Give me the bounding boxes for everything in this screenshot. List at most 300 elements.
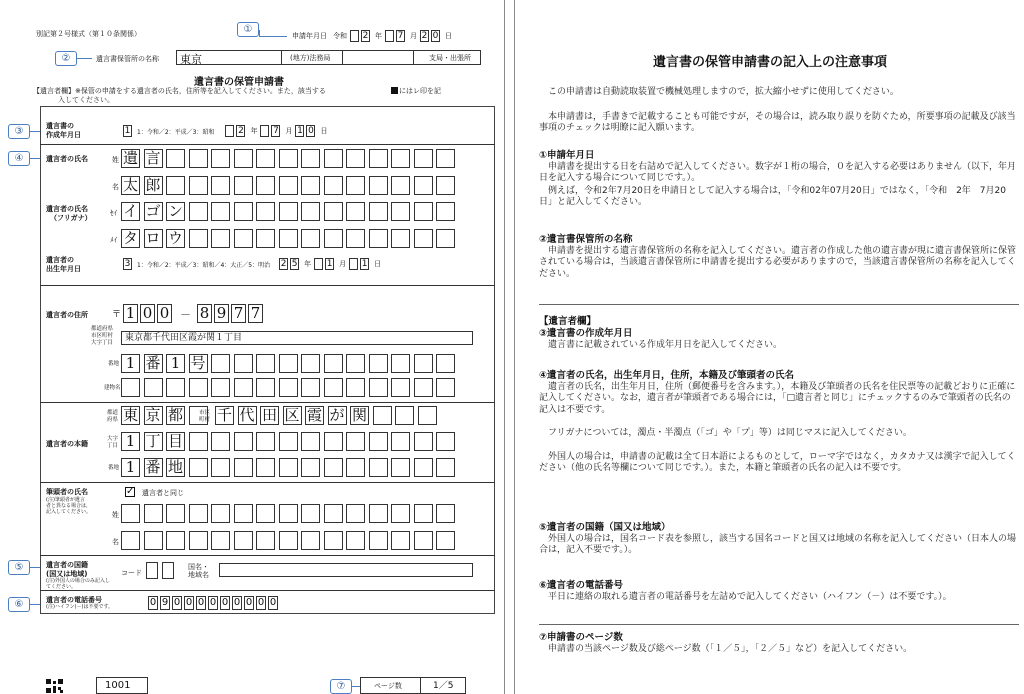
domicile-lot-cell[interactable] [324, 458, 343, 477]
app-day-cell-1[interactable]: 2 [421, 31, 428, 41]
postal-cell[interactable]: 1 [123, 304, 138, 323]
head-mei-cell[interactable] [144, 531, 163, 550]
head-sei-cell[interactable] [166, 504, 185, 523]
section-1-body-1: 申請書を提出する日を右詰めで記入してください。数字が１桁の場合，０を記入する必要はありません（以下，年月日を記入する場合について同じです。）。 [539, 162, 1017, 184]
domicile-pref-label-2: 府県 [107, 417, 119, 423]
form-title: 遺言書の保管申請書 [194, 77, 284, 88]
building-cell[interactable] [279, 378, 298, 397]
address-lot-cell[interactable]: 番 [145, 354, 161, 372]
domicile-city-label-2: 町村 [199, 417, 211, 423]
name-mei-cell[interactable] [391, 176, 410, 195]
head-sei-cell[interactable] [211, 504, 230, 523]
furigana-mei-cell[interactable] [369, 229, 388, 248]
building-cells [121, 378, 459, 397]
building-cell[interactable] [189, 378, 208, 397]
furigana-sei-cell[interactable] [414, 202, 433, 221]
application-date-label: 申請年月日 [292, 32, 327, 40]
name-mei-cell[interactable]: 太 [122, 176, 138, 194]
domicile-lot-cell[interactable]: 番 [145, 458, 161, 476]
address-lot-label: 番地 [108, 361, 120, 367]
phone-digit-cell[interactable]: 0 [269, 597, 277, 608]
name-mei-cell[interactable] [211, 176, 230, 195]
name-sei-cell[interactable] [414, 149, 433, 168]
name-sei-cell[interactable] [279, 149, 298, 168]
furigana-sei-cell[interactable] [211, 202, 230, 221]
name-mei-cell[interactable] [166, 176, 185, 195]
head-mei-cell[interactable] [436, 531, 455, 550]
head-mei-cell[interactable] [346, 531, 365, 550]
nationality-note-1: (注)外国人の場合のみ記入し [46, 578, 110, 584]
office-value[interactable]: 東京 [180, 53, 202, 66]
domicile-chome-cell[interactable]: 1 [121, 432, 140, 451]
address-lot-cell[interactable] [414, 354, 433, 373]
head-mei-cell[interactable] [301, 531, 320, 550]
head-mei-cell[interactable] [256, 531, 275, 550]
furigana-mei-cell[interactable] [256, 229, 275, 248]
head-mei-cell[interactable] [211, 531, 230, 550]
head-sei-cell[interactable] [414, 504, 433, 523]
head-sei-cell[interactable] [279, 504, 298, 523]
building-label: 建物名 [104, 385, 121, 391]
furigana-mei-cell[interactable]: タ [122, 229, 138, 247]
application-era: 令和 [333, 32, 347, 40]
section-3-heading: ③遺言書の作成年月日 [539, 328, 633, 339]
head-sei-cell[interactable] [144, 504, 163, 523]
phone-digit-cell[interactable]: 0 [173, 597, 181, 608]
domicile-lot-cell[interactable] [346, 458, 365, 477]
birth-month-unit: 月 [339, 260, 347, 268]
domicile-chome-cell[interactable] [256, 432, 275, 451]
name-mei-cell[interactable] [301, 176, 320, 195]
furigana-sei-cell[interactable] [189, 202, 208, 221]
address-lot-cell[interactable] [391, 354, 410, 373]
head-mei-cell[interactable] [369, 531, 388, 550]
address-lot-cell[interactable] [369, 354, 388, 373]
domicile-lot-cell[interactable] [279, 458, 298, 477]
name-sei-cell[interactable] [436, 149, 455, 168]
branch-divider [413, 50, 414, 65]
head-mei-cells [121, 531, 459, 550]
country-label-2: 地域名 [188, 571, 209, 579]
name-mei-cell[interactable] [189, 176, 208, 195]
postal-cell[interactable]: 0 [157, 304, 172, 323]
qr-code [46, 678, 63, 694]
section-7-heading: ⑦申請書のページ数 [539, 632, 623, 643]
address-lot-cell[interactable] [279, 354, 298, 373]
domicile-chome-cell[interactable] [279, 432, 298, 451]
head-mei-cell[interactable] [166, 531, 185, 550]
building-cell[interactable] [234, 378, 253, 397]
building-cell[interactable] [324, 378, 343, 397]
domicile-pref-cell[interactable]: 都 [167, 406, 183, 424]
furigana-label-2: （フリガナ） [50, 214, 92, 222]
nationality-code-cell-2[interactable] [162, 562, 174, 579]
address-lot-cell[interactable] [324, 354, 343, 373]
phone-digit-cell[interactable]: 0 [233, 597, 241, 608]
app-day-cell-2[interactable]: 0 [432, 31, 439, 41]
branch-label: 支局・出張所 [429, 54, 471, 62]
furigana-sei-cell[interactable]: イ [122, 202, 138, 220]
domicile-chome-cell[interactable] [414, 432, 433, 451]
name-sei-cell[interactable] [256, 149, 275, 168]
created-day-cell-1[interactable]: 1 [297, 126, 303, 136]
address-lot-cell[interactable] [301, 354, 320, 373]
name-sei-cell[interactable] [346, 149, 365, 168]
domicile-lot-cell[interactable] [234, 458, 253, 477]
app-year-cell[interactable]: 2 [362, 31, 369, 41]
page-count-label: ページ数 [374, 682, 402, 690]
mei-label: 名 [112, 183, 119, 191]
furigana-label-1: 遺言者の氏名 [46, 205, 88, 213]
name-mei-cell[interactable] [414, 176, 433, 195]
building-cell[interactable] [369, 378, 388, 397]
head-note-3: 記入してください。 [46, 509, 92, 515]
head-mei-cell[interactable] [391, 531, 410, 550]
building-cell[interactable] [436, 378, 455, 397]
domicile-lot-cell[interactable]: 地 [167, 458, 183, 476]
created-month-blank[interactable] [260, 125, 269, 137]
country-name-input[interactable] [219, 563, 473, 577]
furigana-mei-cell[interactable]: ロ [145, 229, 161, 247]
checkbox-glyph [391, 87, 398, 94]
furigana-sei-cell[interactable]: ン [167, 202, 183, 220]
domicile-chome-cell[interactable] [301, 432, 320, 451]
head-sei-cell[interactable] [436, 504, 455, 523]
domicile-city-cell[interactable] [373, 406, 392, 425]
furigana-mei-cell[interactable]: ウ [167, 229, 183, 247]
section-4-body-3: 外国人の場合は，申請書の記載は全て日本語によるものとして，ローマ字ではなく，カタカナ又は漢字で記入してください（他の氏名等欄について同じです。）。また，本籍と筆頭者の氏名の記入は不要です。 [539, 452, 1016, 474]
head-sei-cell[interactable] [369, 504, 388, 523]
head-sei-cell[interactable] [324, 504, 343, 523]
name-sei-cell[interactable] [234, 149, 253, 168]
callout-1: ① [237, 22, 259, 37]
sei-label: 姓 [112, 156, 119, 164]
intro-paragraph-1: この申請書は自動読取装置で機械処理しますので，拡大縮小せずに使用してください。 [539, 87, 899, 97]
head-mei-cell[interactable] [414, 531, 433, 550]
section-separator [539, 304, 1019, 305]
callout-6: ⑥ [8, 597, 30, 612]
address-lot-cell[interactable]: 1 [121, 354, 140, 373]
domicile-chome-cell[interactable] [369, 432, 388, 451]
created-day-unit: 日 [320, 127, 328, 135]
furigana-sei-cell[interactable] [234, 202, 253, 221]
domicile-lot-cell[interactable] [211, 458, 230, 477]
furigana-mei-cell[interactable] [346, 229, 365, 248]
building-cell[interactable] [301, 378, 320, 397]
head-sei-cell[interactable] [234, 504, 253, 523]
head-sei-cell[interactable] [256, 504, 275, 523]
domicile-lot-cell[interactable] [414, 458, 433, 477]
address-lot-cell[interactable] [256, 354, 275, 373]
furigana-sei-cell[interactable] [391, 202, 410, 221]
domicile-pref-cell[interactable]: 京 [145, 406, 161, 424]
domicile-lot-cell[interactable]: 1 [121, 458, 140, 477]
domicile-lot-cell[interactable] [369, 458, 388, 477]
bureau-label: (地方)法務局 [290, 54, 331, 62]
building-cell[interactable] [346, 378, 365, 397]
callout-5: ⑤ [8, 560, 30, 575]
address-lot-cell[interactable] [234, 354, 253, 373]
postal-mark: 〒 [112, 310, 122, 320]
domicile-lot-cell[interactable] [391, 458, 410, 477]
head-sei-cells [121, 504, 459, 523]
callout-3-line [30, 131, 40, 132]
birth-era-cell[interactable]: 3 [124, 259, 131, 269]
furigana-sei-cell[interactable] [301, 202, 320, 221]
pref-label-1: 都道府県 [91, 326, 114, 332]
section-7-body: 申請書の当該ページ数及び総ページ数（「１／５」，「２／５」など）を記入してください。 [539, 644, 913, 654]
domicile-chome-cell[interactable] [436, 432, 455, 451]
domicile-chome-cell[interactable] [391, 432, 410, 451]
address-lot-cell[interactable] [346, 354, 365, 373]
section-1-heading: ①申請年月日 [539, 150, 595, 161]
furigana-sei-cell[interactable] [256, 202, 275, 221]
building-cell[interactable] [211, 378, 230, 397]
building-cell[interactable] [166, 378, 185, 397]
app-month-blank[interactable] [385, 30, 394, 42]
head-mei-cell[interactable] [279, 531, 298, 550]
birth-day-unit: 日 [374, 260, 382, 268]
domicile-city-cell[interactable]: 代 [239, 406, 255, 424]
callout-3: ③ [8, 124, 30, 139]
created-year-unit: 年 [250, 127, 258, 135]
created-year-cell[interactable]: 2 [238, 126, 244, 136]
name-mei-cell[interactable] [346, 176, 365, 195]
postal-cell[interactable]: 9 [214, 304, 229, 323]
name-sei-cell[interactable]: 遺 [122, 149, 138, 167]
domicile-chome-cells [121, 432, 459, 451]
phone-digit-cell[interactable]: 0 [197, 597, 205, 608]
head-sei-label: 姓 [112, 511, 119, 519]
name-sei-cell[interactable]: 言 [145, 149, 161, 167]
phone-digit-cell[interactable]: 0 [209, 597, 217, 608]
head-sei-cell[interactable] [391, 504, 410, 523]
head-sei-cell[interactable] [301, 504, 320, 523]
divider [40, 144, 495, 145]
postal-cell[interactable]: 0 [140, 304, 155, 323]
domicile-chome-cell[interactable] [346, 432, 365, 451]
domicile-lot-cell[interactable] [301, 458, 320, 477]
domicile-chome-cell[interactable] [324, 432, 343, 451]
furigana-sei-cell[interactable] [279, 202, 298, 221]
furigana-mei-cell[interactable] [324, 229, 343, 248]
head-sei-cell[interactable] [121, 504, 140, 523]
name-mei-cell[interactable] [279, 176, 298, 195]
birth-month-blank[interactable] [314, 258, 323, 270]
name-label: 遺言者の氏名 [46, 155, 88, 163]
name-sei-cell[interactable] [369, 149, 388, 168]
divider [40, 590, 495, 591]
phone-cells [148, 596, 280, 610]
furigana-sei-cell[interactable] [436, 202, 455, 221]
callout-1-line [259, 36, 287, 37]
furigana-mei-cell[interactable] [301, 229, 320, 248]
postal-cell[interactable]: 7 [248, 304, 263, 323]
address-line[interactable]: 東京都千代田区霞が関１丁目 [121, 331, 473, 345]
form-number: 別記第２号様式（第１０条関係） [36, 30, 141, 38]
head-mei-cell[interactable] [189, 531, 208, 550]
domicile-lot-cell[interactable] [256, 458, 275, 477]
birth-month-cell[interactable]: 1 [326, 259, 333, 269]
furigana-mei-cell[interactable] [189, 229, 208, 248]
section-2-heading: ②遺言書保管所の名称 [539, 234, 633, 245]
divider [40, 555, 495, 556]
address-lot-cell[interactable] [211, 354, 230, 373]
created-day-cell-2[interactable]: 0 [308, 126, 314, 136]
address-lot-cell[interactable] [436, 354, 455, 373]
domicile-chome-cell[interactable] [211, 432, 230, 451]
address-lot-cell[interactable]: 1 [166, 354, 185, 373]
furigana-mei-cell[interactable] [234, 229, 253, 248]
head-sei-cell[interactable] [346, 504, 365, 523]
name-sei-cell[interactable] [166, 149, 185, 168]
furigana-mei-cells [121, 229, 459, 248]
domicile-pref-label-1: 都道 [107, 410, 119, 416]
domicile-city-cell[interactable]: 区 [284, 406, 300, 424]
furigana-mei-cell[interactable] [436, 229, 455, 248]
birth-label-1: 遺言者の [46, 256, 74, 264]
domicile-pref-cells [121, 406, 211, 425]
building-cell[interactable] [391, 378, 410, 397]
form-code: 1001 [96, 677, 148, 694]
domicile-city-cell[interactable]: 霞 [306, 406, 322, 424]
domicile-city-cell[interactable] [418, 406, 437, 425]
birth-day-cell[interactable]: 1 [361, 259, 368, 269]
furigana-mei-cell[interactable] [279, 229, 298, 248]
domicile-city-cell[interactable]: 関 [351, 406, 367, 424]
instructions-page [514, 0, 1024, 694]
building-cell[interactable] [414, 378, 433, 397]
divider [40, 402, 495, 403]
section-6-body: 平日に連絡の取れる遺言者の電話番号を左詰めで記入してください（ハイフン（－）は不要です。）。 [539, 592, 952, 602]
head-mei-cell[interactable] [121, 531, 140, 550]
birth-day-blank[interactable] [349, 258, 358, 270]
name-mei-cell[interactable] [324, 176, 343, 195]
domicile-chome-cell[interactable] [234, 432, 253, 451]
name-sei-cell[interactable] [211, 149, 230, 168]
name-sei-cells [121, 149, 459, 168]
testator-note-2: にはレ印を記 [399, 87, 441, 95]
form-page [0, 0, 505, 694]
postal-cells [123, 304, 265, 323]
callout-4: ④ [8, 151, 30, 166]
app-year-blank[interactable] [350, 30, 359, 42]
section-4-body-2: フリガナについては，濁点・半濁点（「ゴ」や「プ」等）は同じマスに記入してください。 [539, 428, 912, 438]
phone-digit-cell[interactable]: 0 [221, 597, 229, 608]
created-year-blank[interactable] [225, 125, 234, 137]
callout-2: ② [55, 51, 77, 66]
head-mei-cell[interactable] [234, 531, 253, 550]
phone-digit-cell[interactable]: 0 [185, 597, 193, 608]
created-era-cell[interactable]: 1 [124, 126, 131, 136]
domicile-lot-cell[interactable] [189, 458, 208, 477]
building-cell[interactable] [144, 378, 163, 397]
building-cell[interactable] [121, 378, 140, 397]
phone-digit-cell[interactable]: 0 [149, 597, 157, 608]
name-sei-cell[interactable] [391, 149, 410, 168]
furigana-sei-cell[interactable] [346, 202, 365, 221]
testator-section-heading: 【遺言者欄】 [539, 316, 597, 327]
domicile-chome-label-2: 丁目 [107, 443, 119, 449]
head-label: 筆頭者の氏名 [46, 488, 88, 496]
callout-4-line [30, 158, 40, 159]
app-month-unit: 月 [410, 32, 417, 40]
furigana-mei-cell[interactable] [391, 229, 410, 248]
section-1-body-2: 例えば，令和2年7月20日を申請日として記入する場合は，「令和02年07月20日」ではなく，「令和 2年 7月20日」と記入してください。 [539, 186, 1006, 208]
birth-year-cell-1[interactable]: 2 [280, 259, 287, 269]
app-month-cell[interactable]: 7 [397, 31, 404, 41]
created-date-row [123, 125, 330, 137]
nationality-code-cell-1[interactable] [146, 562, 158, 579]
furigana-sei-cell[interactable]: ゴ [145, 202, 161, 220]
name-mei-cell[interactable]: 郎 [145, 176, 161, 194]
domicile-chome-cell[interactable]: 目 [167, 432, 183, 450]
postal-cell[interactable]: 7 [231, 304, 246, 323]
domicile-lot-cell[interactable] [436, 458, 455, 477]
address-lot-cells [121, 354, 459, 373]
domicile-city-cell[interactable]: 田 [261, 406, 277, 424]
head-sei-cell[interactable] [189, 504, 208, 523]
divider [40, 285, 495, 286]
created-month-cell[interactable]: 7 [273, 126, 279, 136]
name-sei-cell[interactable] [189, 149, 208, 168]
same-as-testator-checkbox[interactable]: ✓ [126, 486, 135, 497]
callout-7: ⑦ [330, 679, 352, 694]
section-4-heading: ④遺言者の氏名，出生年月日，住所，本籍及び筆頭者の氏名 [539, 370, 795, 381]
furigana-sei-cell[interactable] [324, 202, 343, 221]
page-count-value: 1／5 [433, 681, 454, 691]
section-4-body-1: 遺言者の氏名，出生年月日，住所（郵便番号を含みます。），本籍及び筆頭者の氏名を住民票等の記載どおりに正確に記入してください。なお，遺言者が筆頭者である場合には，「□遺言者と同じ」にチェックするのみで筆頭者の氏名の記入は不要です。 [539, 382, 1016, 415]
domicile-city-cell[interactable]: 千 [216, 406, 232, 424]
domicile-chome-cell[interactable]: 丁 [145, 432, 161, 450]
domicile-city-cell[interactable]: が [329, 406, 345, 424]
building-cell[interactable] [256, 378, 275, 397]
name-mei-cell[interactable] [234, 176, 253, 195]
postal-cell[interactable]: 8 [197, 304, 212, 323]
phone-digit-cell[interactable]: 9 [161, 597, 169, 608]
app-day-unit: 日 [445, 32, 452, 40]
furigana-mei-cell[interactable] [414, 229, 433, 248]
phone-digit-cell[interactable]: 0 [245, 597, 253, 608]
section-3-body: 遺言書に記載されている作成年月日を記入してください。 [539, 340, 783, 350]
furigana-mei-label: ﾒｲ [110, 236, 117, 244]
phone-digit-cell[interactable]: 0 [257, 597, 265, 608]
birth-year-cell-2[interactable]: 5 [291, 259, 298, 269]
name-mei-cell[interactable] [436, 176, 455, 195]
postal-dash: － [180, 307, 191, 321]
name-sei-cell[interactable] [301, 149, 320, 168]
name-sei-cell[interactable] [324, 149, 343, 168]
intro-paragraph-2: 本申請書は，手書きで記載することも可能ですが，その場合は，読み取り誤りを防ぐため，所要事項の記載及び該当事項のチェックは明瞭に記入願います。 [539, 112, 1016, 134]
domicile-chome-cell[interactable] [189, 432, 208, 451]
furigana-sei-cells [121, 202, 459, 221]
birth-label-2: 出生年月日 [46, 265, 81, 273]
furigana-mei-cell[interactable] [211, 229, 230, 248]
address-lot-cell[interactable]: 号 [190, 354, 206, 372]
domicile-pref-cell[interactable]: 東 [122, 406, 138, 424]
section-separator [539, 624, 1019, 625]
section-5-heading: ⑤遺言者の国籍（国又は地域） [539, 522, 671, 533]
head-mei-cell[interactable] [324, 531, 343, 550]
nationality-label-1: 遺言者の国籍 [46, 561, 88, 569]
name-mei-cell[interactable] [369, 176, 388, 195]
name-mei-cell[interactable] [256, 176, 275, 195]
domicile-city-cell[interactable] [395, 406, 414, 425]
nationality-label-2: (国又は地域) [46, 570, 88, 578]
furigana-sei-cell[interactable] [369, 202, 388, 221]
section-6-heading: ⑥遺言者の電話番号 [539, 580, 624, 591]
pref-label-2: 市区町村 [91, 333, 114, 339]
